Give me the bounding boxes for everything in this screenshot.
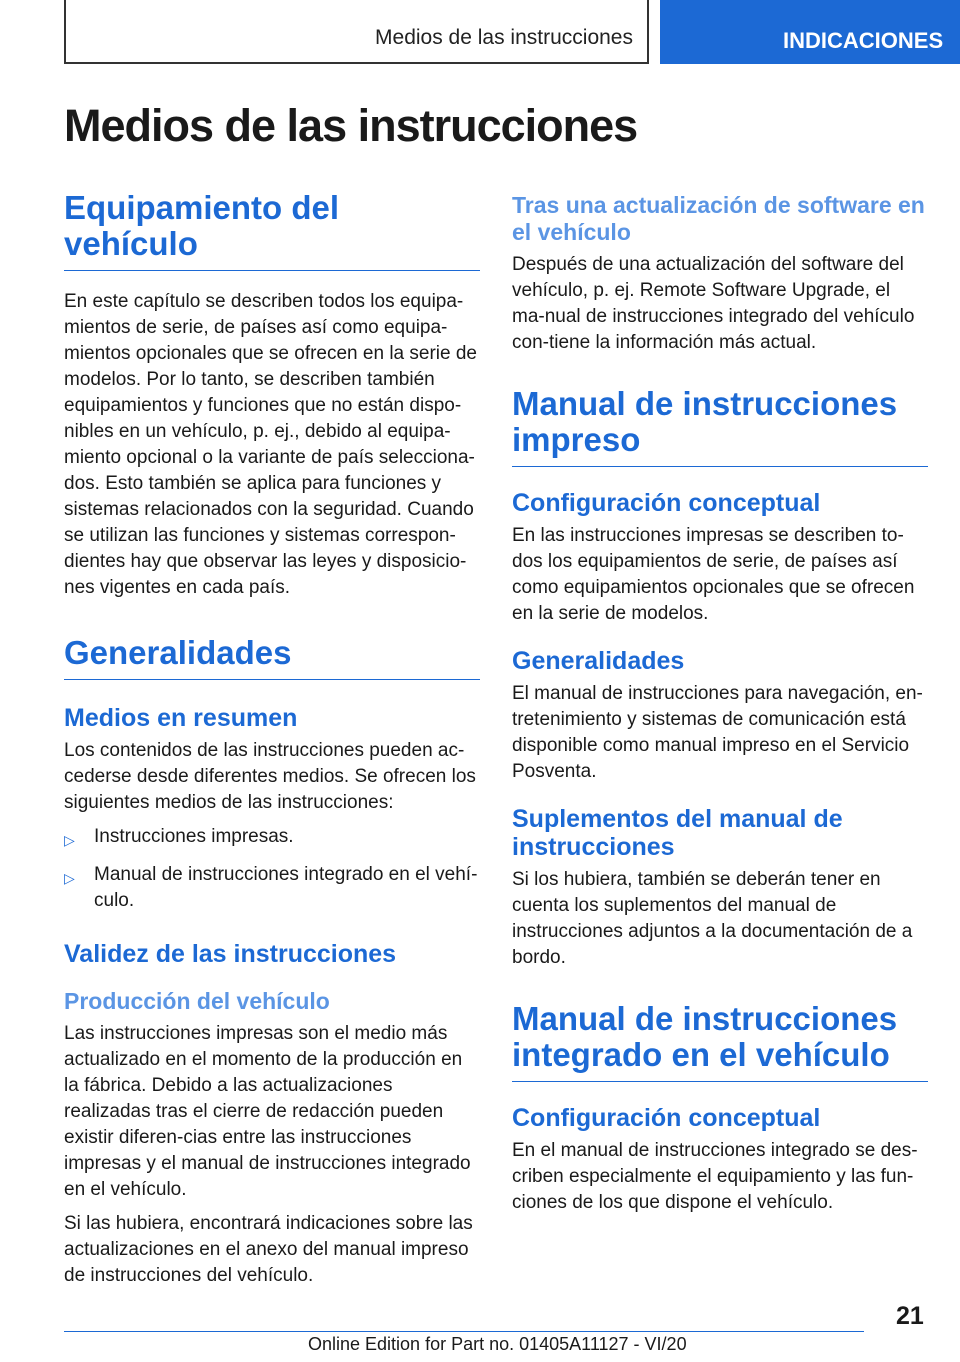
subheading-tras-actualizacion: Tras una actualización de software en el vehículo [512,192,925,245]
list-item-text: Manual de instrucciones integrado en el vehí-culo. [94,864,478,911]
footer-divider [64,1331,864,1332]
triangle-bullet-icon: ▷ [64,832,75,848]
subheading-configuracion: Configuración conceptual [512,489,821,517]
triangle-bullet-icon: ▷ [64,870,75,886]
section-heading-generalidades: Generalidades [64,635,480,680]
paragraph: Las instrucciones impresas son el medio más actualizado en el momento de la producción en la fábrica. Debido a las actualizaciones realizadas tras el cierre de redacción pueden existir diferen-cias entre las instrucciones impresas y el manual de instrucciones integrado en el vehículo. [64,1023,471,1200]
paragraph: Si las hubiera, encontrará indicaciones sobre las actualizaciones en el anexo del manual impreso de instrucciones del vehículo. [64,1213,473,1286]
paragraph: En las instrucciones impresas se describen to-dos los equipamientos de serie, de países así como equipamientos opcionales que se ofrecen en la serie de modelos. [512,525,915,624]
footer-edition: Online Edition for Part no. 01405A11127 - VI/20 [308,1334,687,1354]
header-box [64,0,649,64]
paragraph: En el manual de instrucciones integrado se des-criben especialmente el equipamiento y las fun-ciones de los que dispone el vehículo. [512,1140,918,1213]
subheading-generalidades: Generalidades [512,647,685,675]
section-heading-equipamiento: Equipamiento del vehículo [64,190,480,271]
section-heading-manual-integrado: Manual de instrucciones integrado en el vehículo [512,1001,928,1082]
subheading-configuracion-integrado: Configuración conceptual [512,1104,821,1132]
right-column [512,192,928,1224]
subheading-suplementos: Suplementos del manual de instrucciones [512,805,843,861]
list-item [64,862,480,914]
subheading-produccion: Producción del vehículo [64,988,330,1014]
subheading-validez: Validez de las instrucciones [64,940,397,968]
left-column [64,190,480,1297]
paragraph: Los contenidos de las instrucciones pueden ac-cederse desde diferentes medios. Se ofrecen los siguientes medios de las instrucciones: [64,740,476,813]
list-item-text: Instrucciones impresas. [94,826,294,847]
paragraph: En este capítulo se describen todos los equipa-mientos de serie, de países así como equipa-mientos opcionales que se ofrecen en la serie de modelos. Por lo tanto, se describen también equipamientos y funciones que no están dispo-nibles en un vehículo, p. ej., debido al equipa-miento opcional o la variante de país selecciona-dos. Esto también se aplica para funciones y sistemas relacionados con la seguridad. Cuando se utilizan las funciones y sistemas correspon-dientes hay que observar las leyes y disposicio-nes vigentes en cada país. [64,291,477,598]
subheading-medios-resumen: Medios en resumen [64,704,298,732]
paragraph: El manual de instrucciones para navegación, en-tretenimiento y sistemas de comunicación está disponible como manual impreso en el Servicio Posventa. [512,683,923,782]
paragraph: Si los hubiera, también se deberán tener en cuenta los suplementos del manual de instrucciones adjuntos a la documentación de a bordo. [512,869,913,968]
page-title: Medios de las instrucciones [64,100,638,151]
page-number: 21 [896,1302,924,1330]
media-list [64,824,480,914]
section-heading-manual-impreso: Manual de instrucciones impreso [512,386,928,467]
paragraph: Después de una actualización del software del vehículo, p. ej. Remote Software Upgrade, el ma-nual de instrucciones integrado del vehículo con-tiene la información más actual. [512,254,915,353]
list-item [64,824,480,850]
header-tab-indicaciones[interactable]: INDICACIONES [660,0,960,64]
header-section-title: Medios de las instrucciones [375,26,633,49]
